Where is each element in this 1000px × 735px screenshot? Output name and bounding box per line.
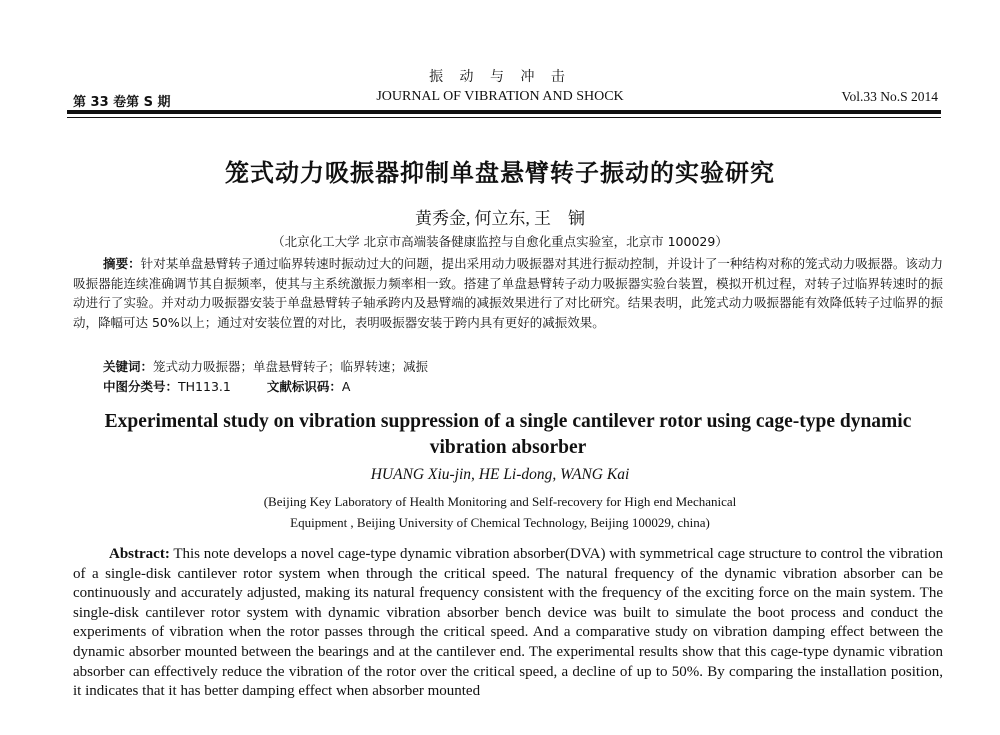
paper-title-en: Experimental study on vibration suppression of a single cantilever rotor using cage-type dynamic vibration absorber <box>104 411 912 458</box>
header-rule-thin <box>67 117 941 118</box>
affiliation-en-line2: Equipment , Beijing University of Chemical Technology, Beijing 100029, china) <box>290 515 710 530</box>
paper-title-cn: 笼式动力吸振器抑制单盘悬臂转子振动的实验研究 <box>225 159 775 187</box>
volume-issue-en: Vol.33 No.S 2014 <box>841 89 938 104</box>
abstract-label-en: Abstract: <box>109 546 170 562</box>
keywords-cn <box>103 357 428 375</box>
header-rule-thick <box>67 110 941 114</box>
journal-name-cn: 振 动 与 冲 击 <box>429 69 571 85</box>
class-value: TH113.1 <box>178 379 231 394</box>
abstract-label-cn: 摘要： <box>103 256 141 271</box>
affiliation-en-line1: (Beijing Key Laboratory of Health Monitoring and Self-recovery for High end Mechanical <box>263 494 737 509</box>
abstract-text-cn: 针对某单盘悬臂转子通过临界转速时振动过大的问题，提出采用动力吸振器对其进行振动控制，并设计了一种结构对称的笼式动力吸振器。该动力吸振器能连续准确调节其自振频率，使其与主系统激振力频率相一致。搭建了单盘悬臂转子动力吸振器实验台装置，模拟开机过程，对转子过临界转速时的振动进行了实验。并对动力吸振器安装于单盘悬臂转子轴承跨内及悬臂端的减振效果进行了对比研究。结果表明，此笼式动力吸振器能有效降低转子过临界的振动，降幅可达 50%以上；通过对安装位置的对比，表明吸振器安装于跨内具有更好的减振效果。 <box>73 256 943 330</box>
doc-code-value: A <box>341 379 351 394</box>
keywords-label-cn: 关键词： <box>103 359 154 374</box>
journal-header <box>0 0 1000 125</box>
affiliation-cn: （北京化工大学 北京市高端装备健康监控与自愈化重点实验室，北京市 100029） <box>272 234 728 249</box>
class-label-cn: 中图分类号： <box>103 379 179 394</box>
authors-en: HUANG Xiu-jin, HE Li-dong, WANG Kai <box>370 466 630 483</box>
classification-cn <box>103 377 350 395</box>
doc-code-label-cn: 文献标识码： <box>266 379 342 394</box>
abstract-en <box>73 545 943 702</box>
abstract-text-en: This note develops a novel cage-type dynamic vibration absorber(DVA) with symmetrical cage structure to control the vibration of a single-disk cantilever rotor system when through the critical speed. The natural frequency of the dynamic vibration absorber can be continuously and accurately adjusted, making its natural frequency consistent with the frequency of the exciting force on the main system. The single-disk cantilever rotor system with dynamic vibration absorber bench device was built to simulate the boot process and conduct the experiments of vibration when the rotor passes through the critical speed. And a comparative study on vibration damping effect between the dynamic absorber mounted between the bearings and at the cantilever end. The experimental results show that this cage-type dynamic vibration absorber can effectively reduce the vibration of the rotor over the critical speed, a decline of up to 50%. By comparing the installation position, it indicates that it has better damping effect when absorber mounted <box>73 546 943 700</box>
keywords-text-cn: 笼式动力吸振器；单盘悬臂转子；临界转速；减振 <box>153 359 429 374</box>
journal-name-en: JOURNAL OF VIBRATION AND SHOCK <box>376 89 624 104</box>
authors-cn: 黄秀金, 何立东, 王 锎 <box>415 209 585 228</box>
abstract-cn <box>73 254 943 332</box>
affiliation-en <box>0 491 1000 533</box>
volume-issue-cn: 第 33 卷第 S 期 <box>73 95 171 110</box>
